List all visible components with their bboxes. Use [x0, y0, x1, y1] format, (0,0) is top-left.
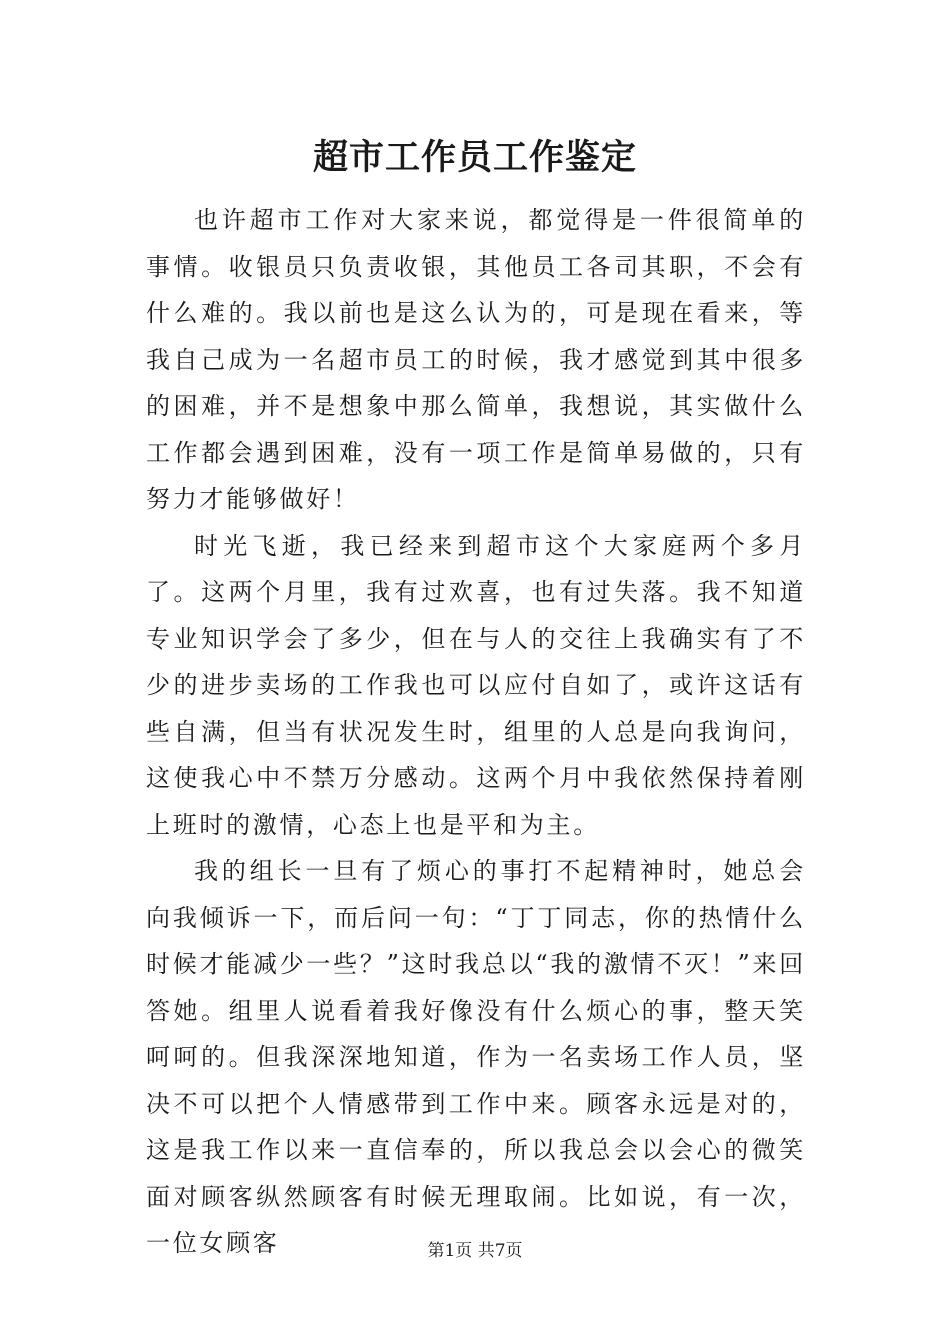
- paragraph: 也许超市工作对大家来说，都觉得是一件很简单的事情。收银员只负责收银，其他员工各司其职，不会有什么难的。我以前也是这么认为的，可是现在看来，等我自己成为一名超市员工的时候，我才感觉到其中很多的困难，并不是想象中那么简单，我想说，其实做什么工作都会遇到困难，没有一项工作是简单易做的，只有努力才能够做好！: [146, 206, 806, 513]
- paragraph: 时光飞逝，我已经来到超市这个大家庭两个多月了。这两个月里，我有过欢喜，也有过失落。我不知道专业知识学会了多少，但在与人的交往上我确实有了不少的进步卖场的工作我也可以应付自如了，或许这话有些自满，但当有状况发生时，组里的人总是向我询问，这使我心中不禁万分感动。这两个月中我依然保持着刚上班时的激情，心态上也是平和为主。: [146, 531, 806, 839]
- document-body: [146, 197, 806, 1267]
- paragraph: 我的组长一旦有了烦心的事打不起精神时，她总会向我倾诉一下，而后问一句：“丁丁同志，你的热情什么时候才能减少一些？”这时我总以“我的激情不灭！”来回答她。组里人说看着我好像没有什么烦心的事，整天笑呵呵的。但我深深地知道，作为一名卖场工作人员，坚决不可以把个人情感带到工作中来。顾客永远是对的，这是我工作以来一直信奉的，所以我总会以会心的微笑面对顾客纵然顾客有时候无理取闹。比如说，有一次，一位女顾客: [146, 857, 806, 1257]
- document-title: 超市工作员工作鉴定: [312, 137, 637, 178]
- page-number-footer: 第1页 共7页: [427, 1241, 523, 1261]
